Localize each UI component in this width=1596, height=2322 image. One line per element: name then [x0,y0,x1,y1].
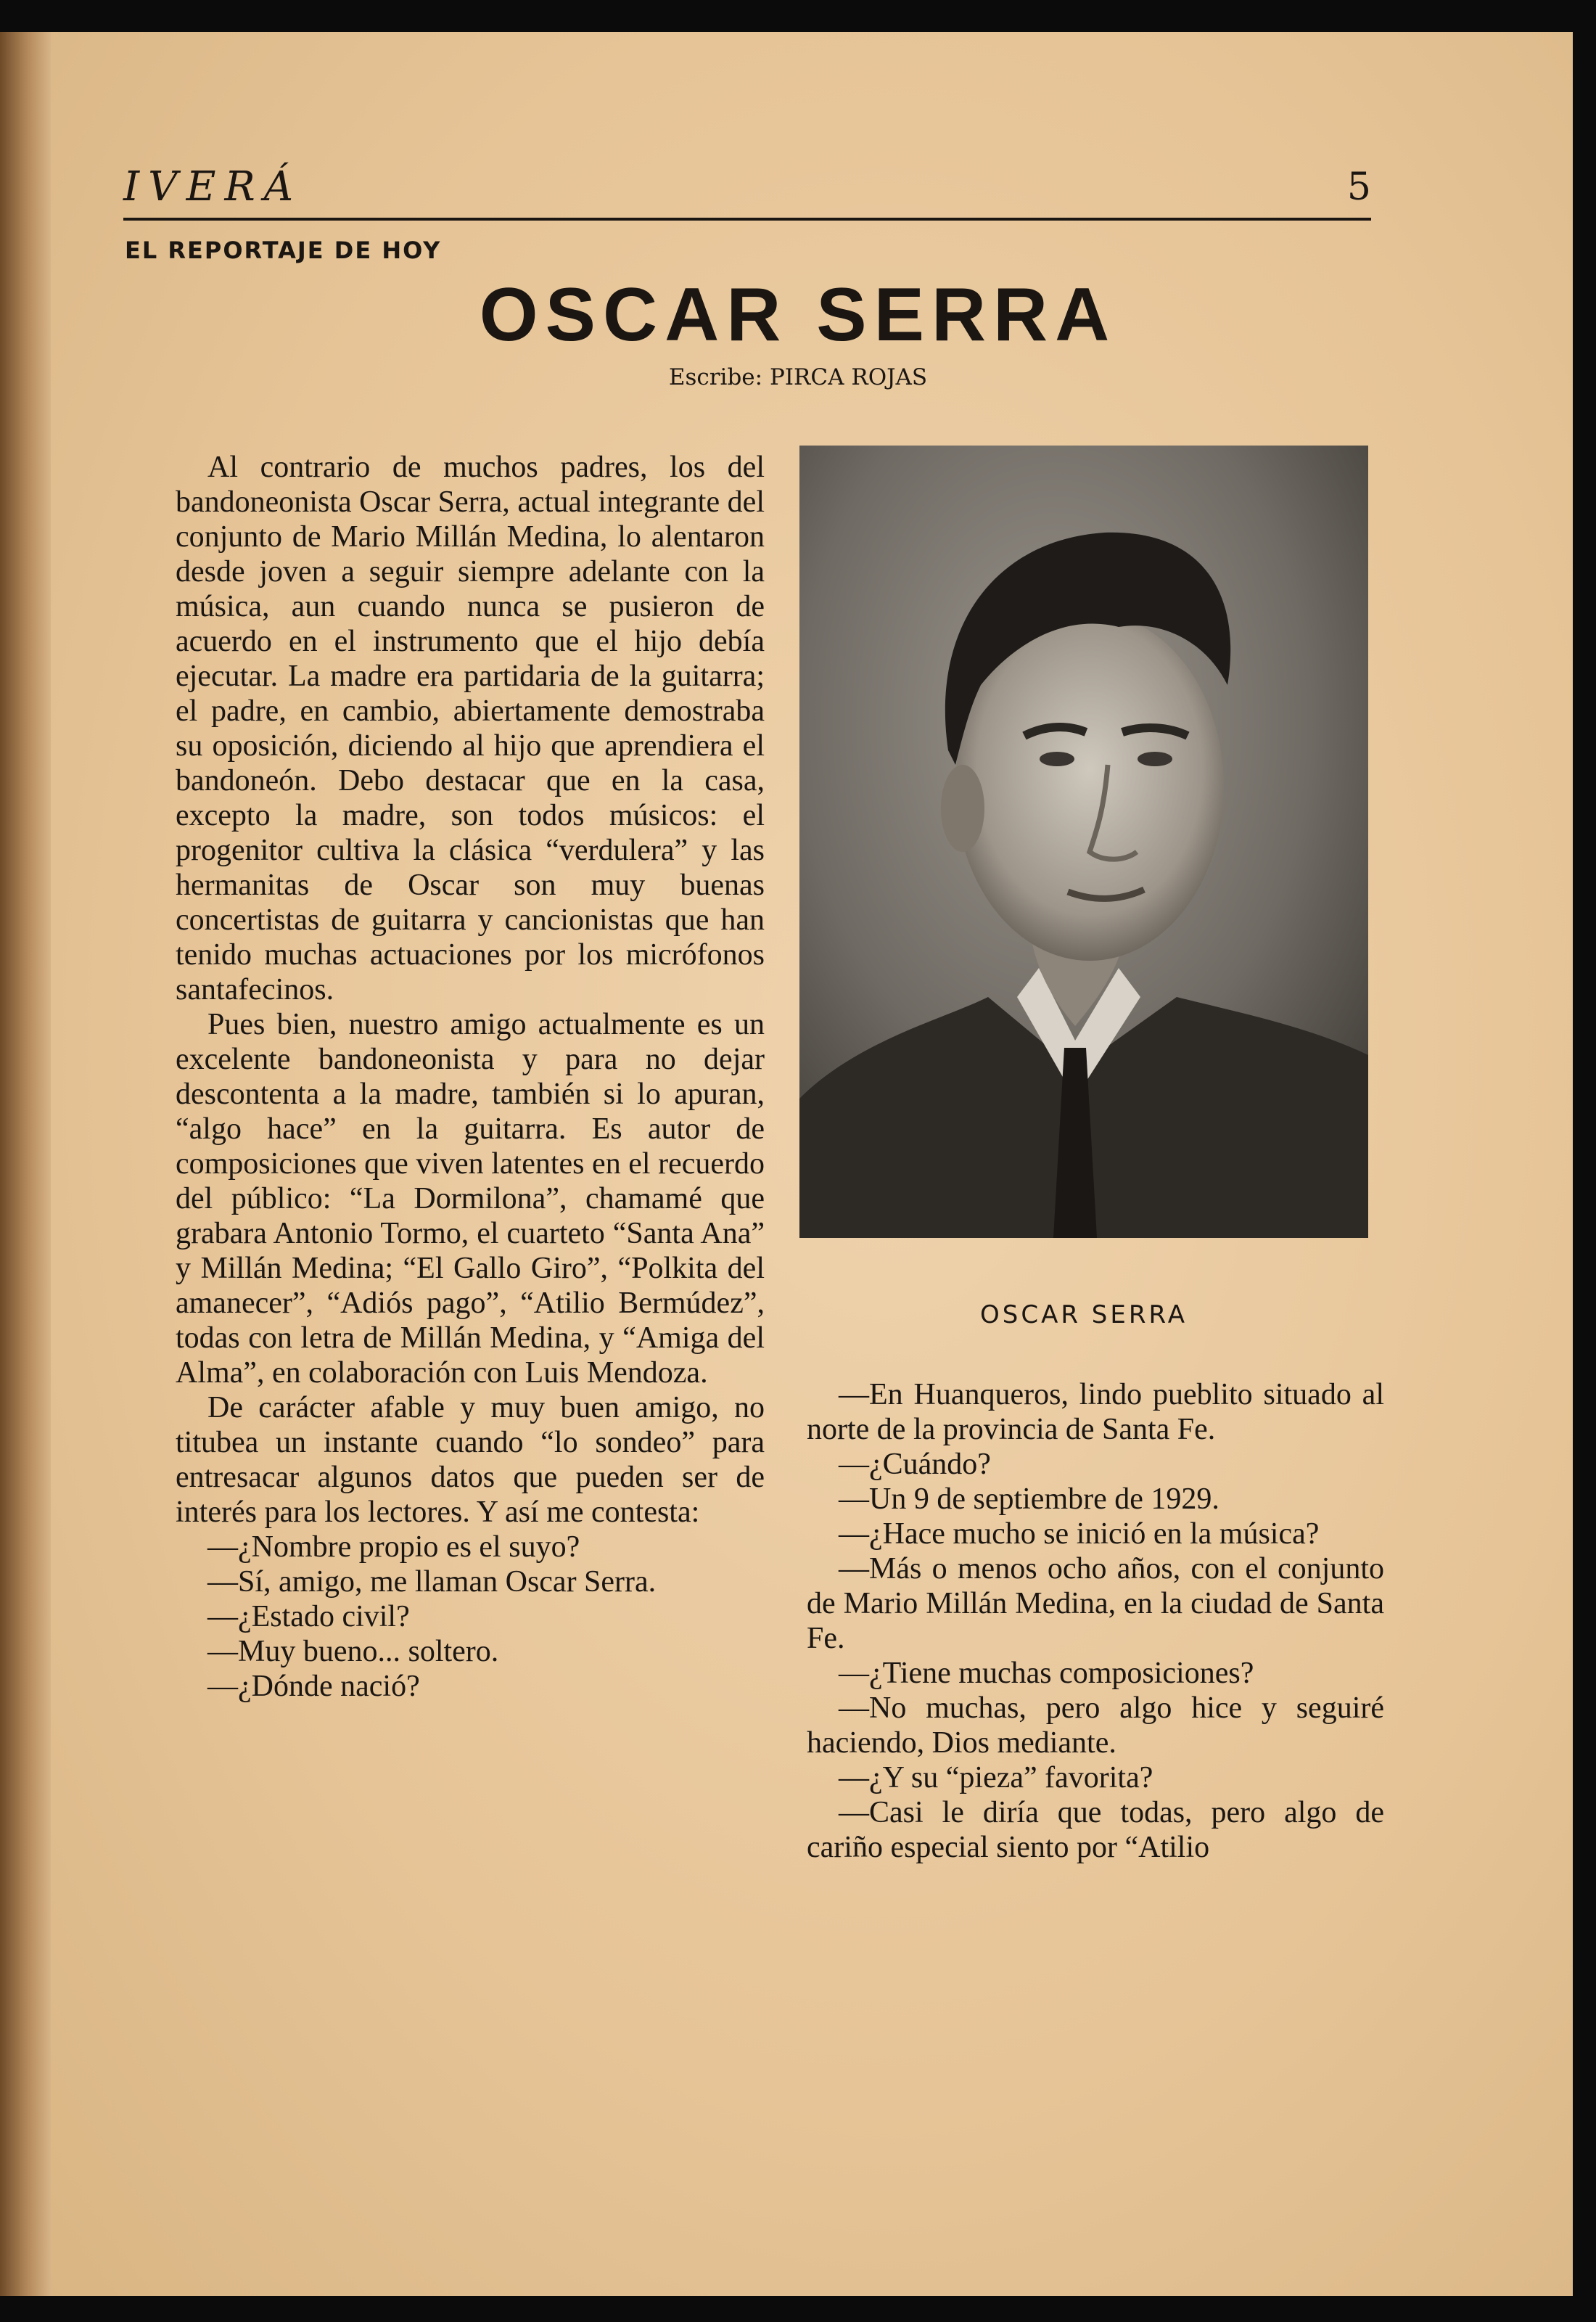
section-label: EL REPORTAJE DE HOY [125,237,442,264]
paragraph: Pues bien, nuestro amigo actualmente es un excelente bandoneonista y para no dejar descontenta a la madre, también si lo apuran, “algo hace” en la guitarra. Es autor de composiciones que viven latentes en el recuerdo del público: “La Dormilona”, chamamé que grabara Antonio Tormo, el cuarteto “Santa Ana” y Millán Medina; “El Gallo Giro”, “Polkita del amanecer”, “Adiós pago”, “Atilio Bermúdez”, todas con letra de Millán Medina, y “Amiga del Alma”, en colaboración con Luis Mendoza. [176,1008,765,1390]
interview-line: —¿Cuándo? [839,1448,991,1481]
page-number: 5 [1346,165,1371,209]
interview-line: —¿Estado civil? [207,1600,410,1633]
article-title: OSCAR SERRA [479,273,1117,357]
paragraph: Al contrario de muchos padres, los del bandoneonista Oscar Serra, actual integrante del conjunto de Mario Millán Medina, lo alentaron desde joven a seguir siempre adelante con la música, aun cuando nunca se pusieron de acuerdo en el instrumento que el hijo debía ejecutar. La madre era partidaria de la guitarra; el padre, en cambio, abiertamente demostraba su oposición, diciendo al hijo que aprendiera el bandoneón. Debo destacar que en la casa, excepto la madre, son todos músicos: el progenitor cultiva la clásica “verdulera” y las hermanitas de Oscar son muy buenas concertistas de guitarra y cancionistas que han tenido muchas actuaciones por los micrófonos santafecinos. [176,451,765,1006]
interview-line: —No muchas, pero algo hice y seguiré haciendo, Dios mediante. [807,1691,1384,1760]
article-byline: Escribe: PIRCA ROJAS [668,364,928,390]
interview-line: —Casi le diría que todas, pero algo de cariño especial siento por “Atilio [807,1796,1384,1864]
interview-line: —¿Hace mucho se inició en la música? [839,1517,1320,1551]
interview-line: —¿Y su “pieza” favorita? [839,1761,1153,1794]
portrait-illustration [799,446,1368,1238]
paragraph: De carácter afable y muy buen amigo, no titubea un instante cuando “lo sondeo” para entresacar algunos datos que pueden ser de interés para los lectores. Y así me contesta: [176,1391,765,1529]
portrait-photo [799,446,1368,1238]
left-column [176,450,765,1704]
interview-line: —Muy bueno... soltero. [207,1635,499,1668]
interview-line: —¿Dónde nació? [207,1670,420,1703]
right-column [807,1377,1384,1865]
photo-caption: OSCAR SERRA [980,1300,1188,1329]
interview-line: —Un 9 de septiembre de 1929. [839,1482,1219,1516]
magazine-name: IVERÁ [123,163,303,210]
interview-line: —En Huanqueros, lindo pueblito situado al norte de la provincia de Santa Fe. [807,1378,1384,1446]
interview-line: —Más o menos ocho años, con el conjunto de Mario Millán Medina, en la ciudad de Santa Fe. [807,1552,1384,1655]
interview-line: —¿Tiene muchas composiciones? [839,1657,1254,1690]
running-header [123,145,1371,221]
interview-line: —Sí, amigo, me llaman Oscar Serra. [207,1565,657,1599]
interview-line: —¿Nombre propio es el suyo? [207,1530,580,1564]
